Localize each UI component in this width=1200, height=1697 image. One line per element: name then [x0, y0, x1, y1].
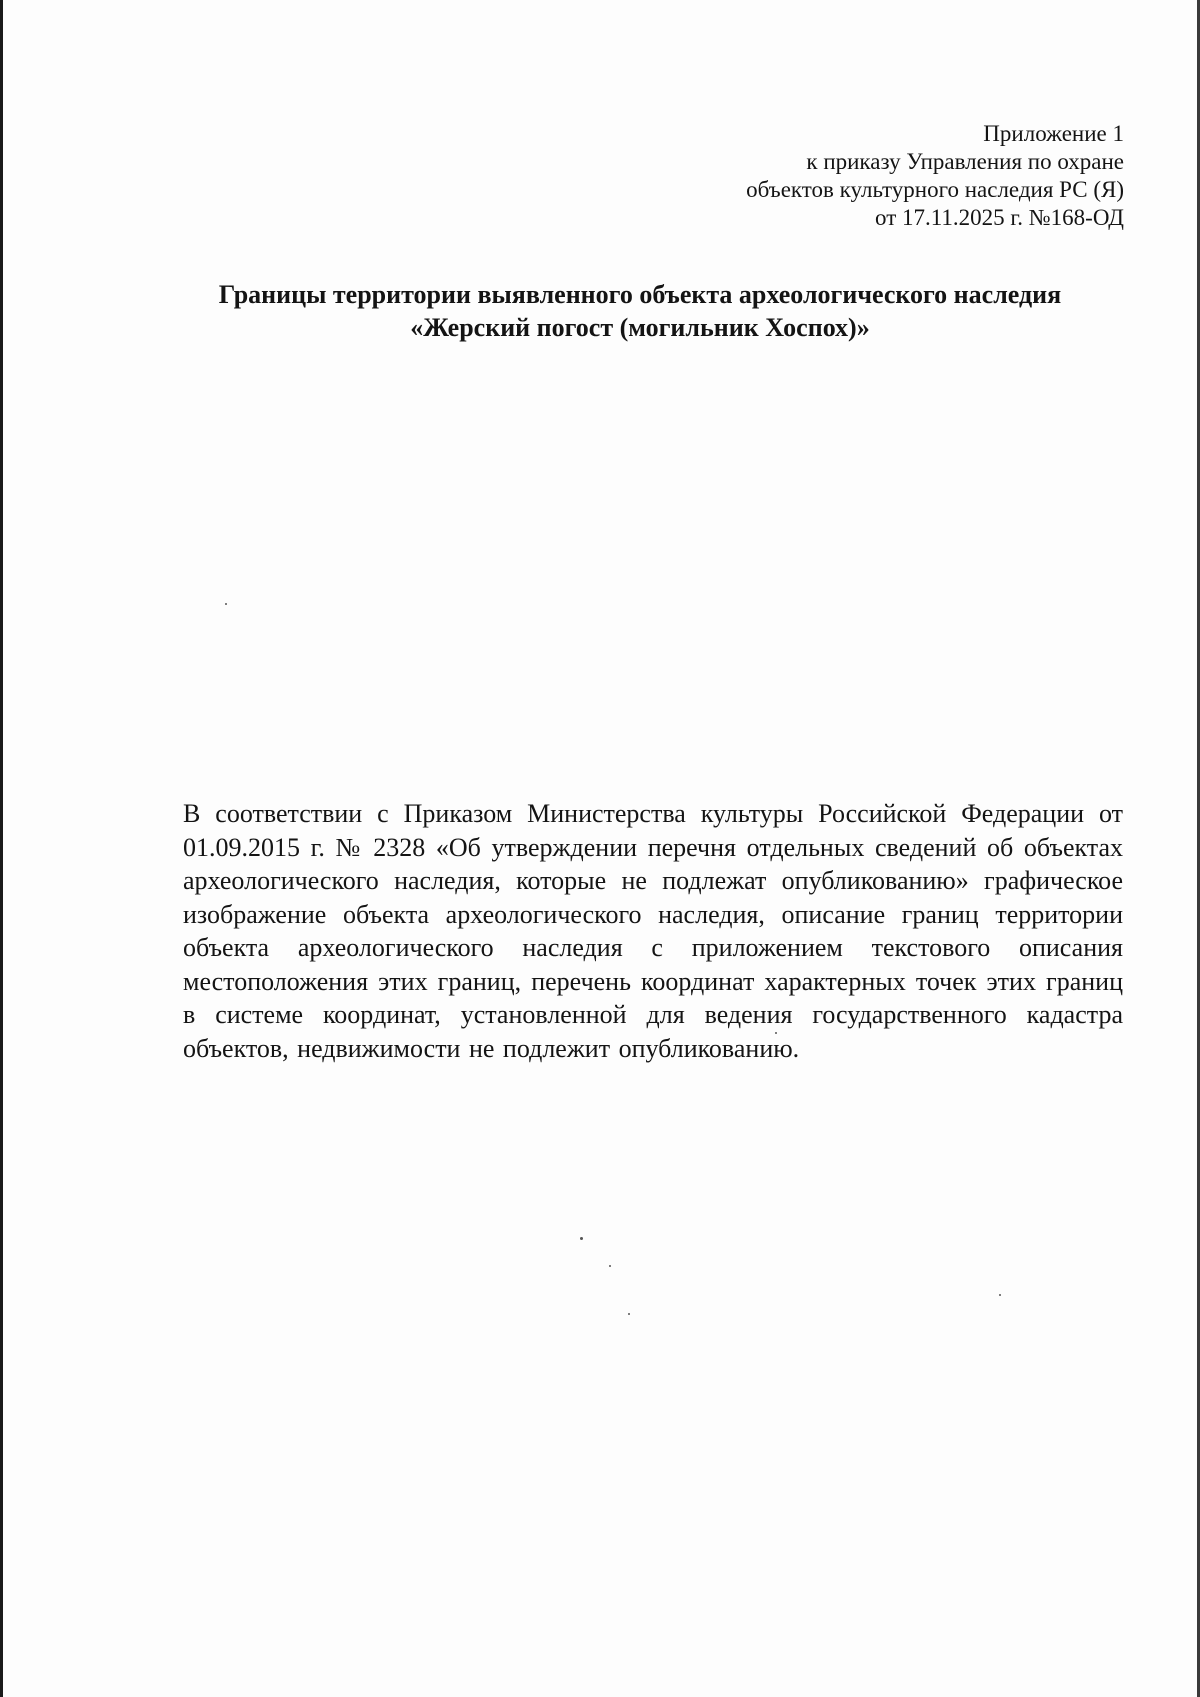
scan-speck — [775, 1032, 777, 1034]
scan-speck — [999, 1294, 1001, 1296]
scan-edge-left — [0, 0, 3, 1697]
body-paragraph: В соответствии с Приказом Министерства культуры Российской Федерации от 01.09.2015 г. № 2328 «Об утверждении перечня отдельных сведений об объектах археологического наследия, которые не подлежат опубликованию» графическое изображение объекта археологического наследия, описание границ территории объекта археологического наследия с приложением текстового описания местоположения этих границ, перечень координат характерных точек этих границ в системе координат, установленной для ведения государственного кадастра объектов, недвижимости не подлежит опубликованию. — [183, 799, 1123, 1063]
title-line-2: «Жерский погост (могильник Хоспох)» — [410, 313, 870, 342]
scan-speck — [628, 1313, 630, 1315]
appendix-line-2: к приказу Управления по охране — [806, 149, 1124, 174]
document-title — [150, 278, 1130, 344]
scan-speck — [580, 1237, 583, 1240]
scan-speck — [609, 1265, 611, 1267]
appendix-header — [746, 120, 1124, 232]
scan-speck — [225, 603, 227, 605]
title-line-1: Границы территории выявленного объекта археологического наследия — [218, 280, 1062, 309]
appendix-line-4: от 17.11.2025 г. №168-ОД — [875, 205, 1124, 230]
appendix-line-3: объектов культурного наследия РС (Я) — [746, 177, 1124, 202]
appendix-line-1: Приложение 1 — [983, 121, 1124, 146]
